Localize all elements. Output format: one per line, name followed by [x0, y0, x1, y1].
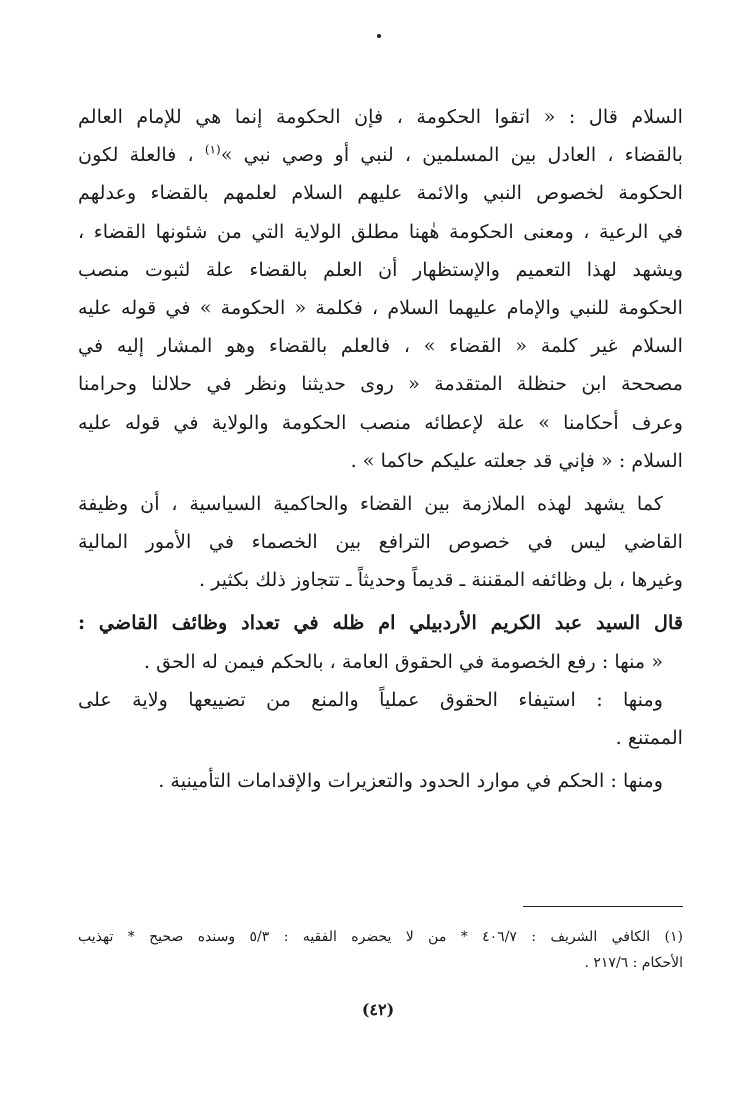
- top-dot-mark: [377, 34, 381, 38]
- text-line: القاضي ليس في خصوص الترافع بين الخصماء في الأمور المالية: [78, 530, 683, 554]
- text-line: وعرف أحكامنا » علة لإعطائه منصب الحكومة والولاية في قوله عليه: [78, 410, 683, 434]
- text-line: وغيرها ، بل وظائفه المقننة ـ قديماً وحديثاً ـ تتجاوز ذلك بكثير .: [198, 568, 683, 592]
- text-line: « منها : رفع الخصومة في الحقوق العامة ، بالحكم فيمن له الحق .: [143, 649, 663, 673]
- text-line: السلام : « فإني قد جعلته عليكم حاكما » .: [350, 448, 683, 472]
- footnote-divider: [523, 906, 683, 907]
- text-line: مصححة ابن حنظلة المتقدمة « روى حديثنا ونظر في حلالنا وحرامنا: [78, 372, 683, 396]
- text-segment: ، فالعلة لكون: [78, 143, 194, 167]
- text-line: السلام قال : « اتقوا الحكومة ، فإن الحكومة إنما هي للإمام العالم: [78, 105, 683, 128]
- text-line: ومنها : استيفاء الحقوق عملياً والمنع من تضييعها ولاية على: [78, 687, 663, 711]
- text-segment: بالقضاء ، العادل بين المسلمين ، لنبي أو وصي نبي »: [220, 143, 683, 167]
- text-line: الممتنع .: [615, 726, 683, 749]
- main-text: [78, 98, 683, 800]
- text-line: [78, 136, 683, 174]
- footnote-line: (١) الكافي الشريف : ٤٠٦/٧ * من لا يحضره الفقيه : ٥/٣ وسنده صحيح * تهذيب: [78, 929, 683, 945]
- text-line: في الرعية ، ومعنى الحكومة هٰهنا مطلق الولاية التي من شئونها القضاء ،: [78, 219, 683, 243]
- text-line: ويشهد لهذا التعميم والإستظهار أن العلم بالقضاء علة لثبوت منصب: [78, 257, 683, 281]
- text-line: الحكومة للنبي والإمام عليهما السلام ، فكلمة « الحكومة » في قوله عليه: [78, 295, 683, 319]
- footnote-line: الأحكام : ٢١٧/٦ .: [584, 955, 683, 971]
- section-heading: قال السيد عبد الكريم الأردبيلي ام ظله في تعداد وظائف القاضي :: [78, 611, 683, 635]
- page-number: (٤٢): [361, 1000, 395, 1019]
- text-line: ومنها : الحكم في موارد الحدود والتعزيرات والإقدامات التأمينية .: [158, 769, 663, 793]
- text-line: كما يشهد لهذه الملازمة بين القضاء والحاكمية السياسية ، أن وظيفة: [78, 491, 663, 515]
- text-line: السلام غير كلمة « القضاء » ، فالعلم بالقضاء وهو المشار إليه في: [78, 334, 683, 358]
- text-line: الحكومة لخصوص النبي والائمة عليهم السلام لعلمهم بالقضاء وعدلهم: [78, 181, 683, 205]
- footnote-marker: (١): [204, 142, 221, 157]
- footnotes: [78, 924, 683, 976]
